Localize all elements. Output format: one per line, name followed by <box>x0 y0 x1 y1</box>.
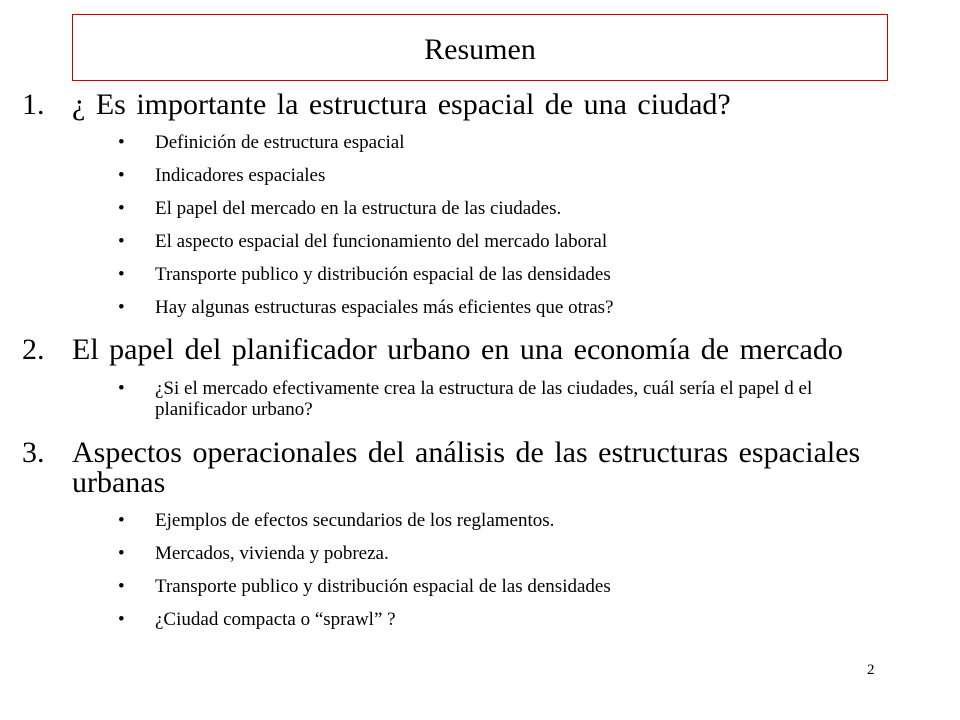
slide-title: Resumen <box>424 32 536 66</box>
bullet-icon: • <box>118 165 125 186</box>
bullet-icon: • <box>118 132 125 153</box>
bullet-text: ¿Si el mercado efectivamente crea la estructura de las ciudades, cuál sería el papel d el planificador urbano? <box>155 378 813 420</box>
section-2 <box>0 335 960 420</box>
bullet-text: El aspecto espacial del funcionamiento del mercado laboral <box>155 231 608 252</box>
bullet-item <box>0 544 895 564</box>
bullet-text: Ejemplos de efectos secundarios de los reglamentos. <box>155 510 555 531</box>
bullet-item <box>0 265 895 285</box>
bullet-text: Indicadores espaciales <box>155 165 326 186</box>
bullet-list <box>0 511 960 630</box>
section-heading-text: Aspectos operacionales del análisis de las estructuras espaciales urbanas <box>72 436 861 499</box>
bullet-text: Transporte publico y distribución espacial de las densidades <box>155 264 611 285</box>
bullet-icon: • <box>118 510 125 531</box>
title-box <box>72 14 888 81</box>
bullet-list <box>0 133 960 318</box>
section-number: 1. <box>22 88 45 121</box>
section-heading <box>0 438 892 498</box>
bullet-icon: • <box>118 297 125 318</box>
bullet-text: Mercados, vivienda y pobreza. <box>155 543 389 564</box>
bullet-item <box>0 232 895 252</box>
section-heading-text: ¿ Es importante la estructura espacial de una ciudad? <box>72 88 731 121</box>
bullet-text: ¿Ciudad compacta o “sprawl” ? <box>155 609 396 630</box>
slide-content <box>0 86 960 630</box>
bullet-item <box>0 577 895 597</box>
bullet-icon: • <box>118 609 125 630</box>
bullet-text: El papel del mercado en la estructura de las ciudades. <box>155 198 562 219</box>
bullet-item <box>0 378 895 420</box>
bullet-item <box>0 199 895 219</box>
bullet-text: Definición de estructura espacial <box>155 132 405 153</box>
bullet-item <box>0 298 895 318</box>
section-heading-text: El papel del planificador urbano en una economía de mercado <box>72 333 843 366</box>
bullet-item <box>0 133 895 153</box>
bullet-icon: • <box>118 231 125 252</box>
bullet-text: Hay algunas estructuras espaciales más eficientes que otras? <box>155 297 614 318</box>
section-number: 2. <box>22 333 45 366</box>
section-number: 3. <box>22 436 45 469</box>
bullet-item <box>0 166 895 186</box>
bullet-text: Transporte publico y distribución espacial de las densidades <box>155 576 611 597</box>
bullet-icon: • <box>118 543 125 564</box>
bullet-list <box>0 378 960 420</box>
bullet-icon: • <box>118 378 125 399</box>
bullet-item <box>0 511 895 531</box>
section-heading <box>0 90 892 120</box>
bullet-icon: • <box>118 264 125 285</box>
section-heading <box>0 335 892 365</box>
bullet-icon: • <box>118 576 125 597</box>
section-3 <box>0 438 960 630</box>
bullet-item <box>0 610 895 630</box>
section-1 <box>0 90 960 318</box>
bullet-icon: • <box>118 198 125 219</box>
page-number: 2 <box>867 662 875 678</box>
